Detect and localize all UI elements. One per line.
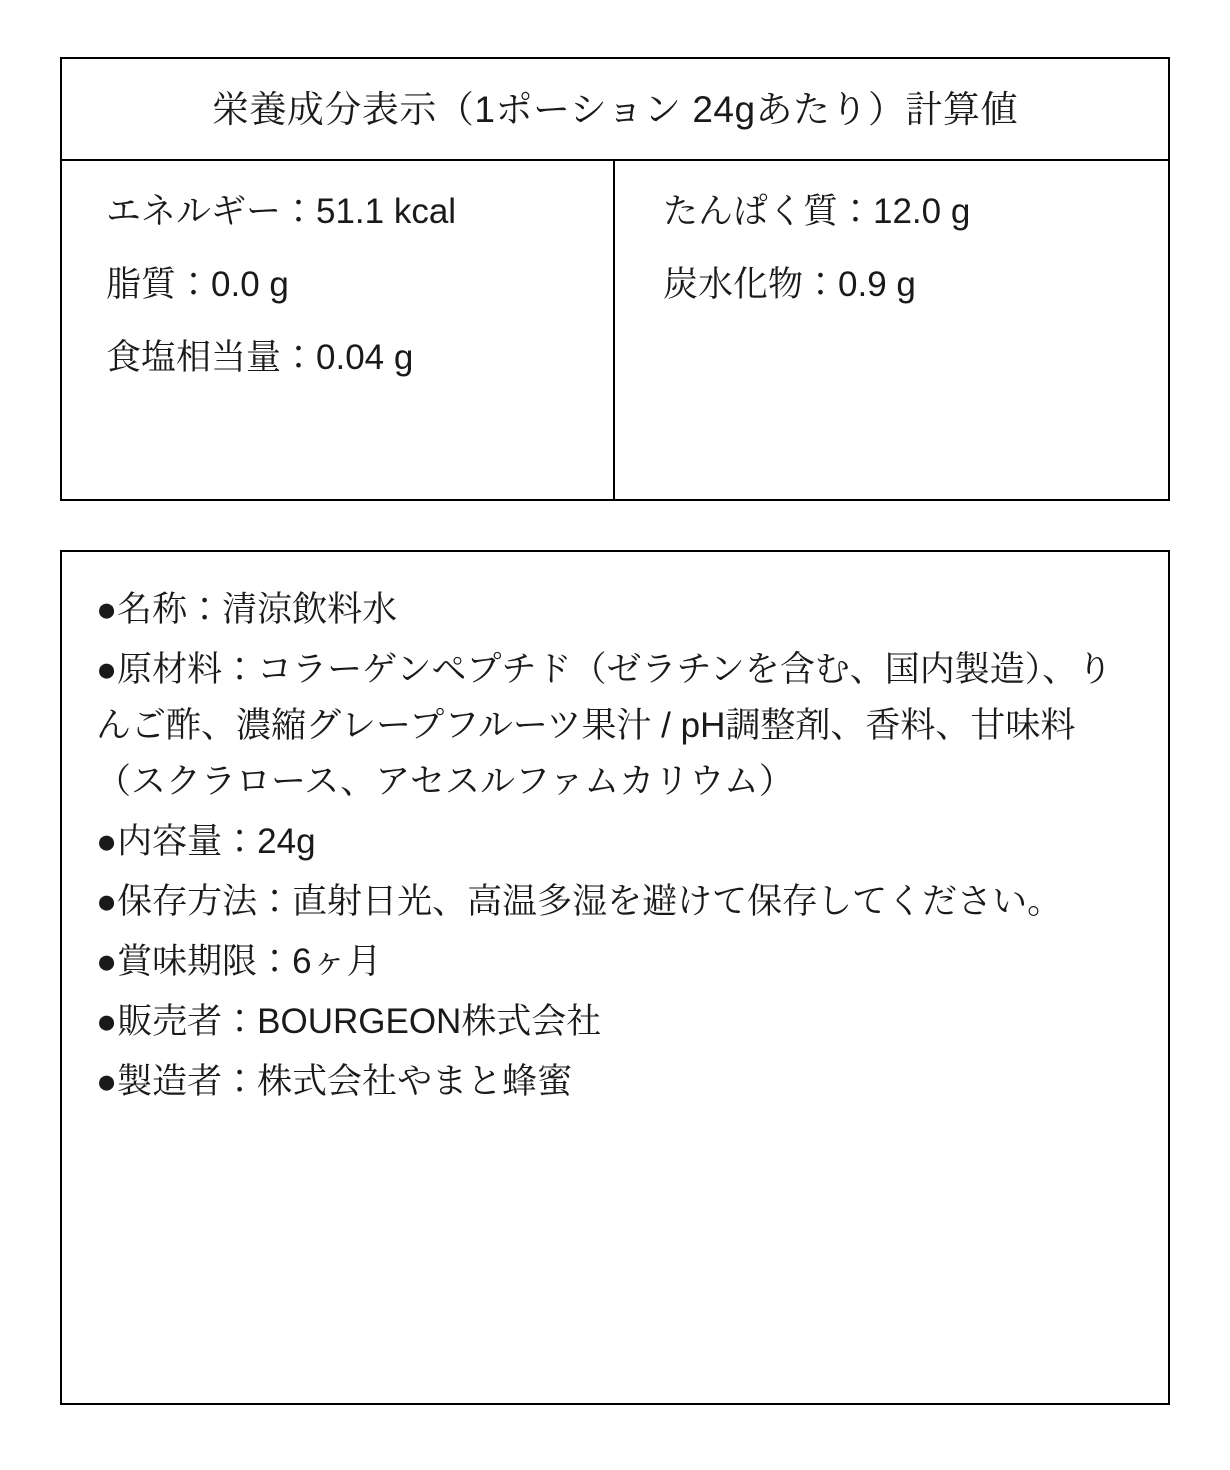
nutrition-table-body	[62, 161, 1168, 499]
info-line-name: ●名称：清涼飲料水	[96, 590, 398, 629]
info-line-content-volume: ●内容量：24g	[96, 822, 316, 861]
info-line-storage: ●保存方法：直射日光、高温多湿を避けて保存してください。	[96, 882, 1063, 921]
nutrition-item-energy: エネルギー：51.1 kcal	[106, 191, 457, 231]
nutrition-item-fat: 脂質：0.0 g	[106, 264, 289, 304]
nutrition-item-carbohydrate: 炭水化物：0.9 g	[663, 264, 916, 304]
info-line-manufacturer: ●製造者：株式会社やまと蜂蜜	[96, 1062, 573, 1101]
info-line-best-before: ●賞味期限：6ヶ月	[96, 942, 382, 981]
nutrition-column-right	[615, 161, 1168, 499]
nutrition-table-title: 栄養成分表示（1ポーション 24gあたり）計算値	[62, 59, 1168, 161]
nutrition-item-salt: 食塩相当量：0.04 g	[106, 337, 414, 377]
nutrition-column-left	[62, 161, 615, 499]
nutrition-item-protein: たんぱく質：12.0 g	[663, 191, 971, 231]
product-info-box	[60, 550, 1170, 1405]
nutrition-facts-table	[60, 57, 1170, 501]
info-line-seller: ●販売者：BOURGEON株式会社	[96, 1002, 602, 1041]
info-line-ingredients: ●原材料：コラーゲンペプチド（ゼラチンを含む、国内製造）、りんご酢、濃縮グレープフルーツ果汁 / pH調整剤、香料、甘味料（スクラロース、アセスルファムカリウム）	[96, 650, 1113, 801]
